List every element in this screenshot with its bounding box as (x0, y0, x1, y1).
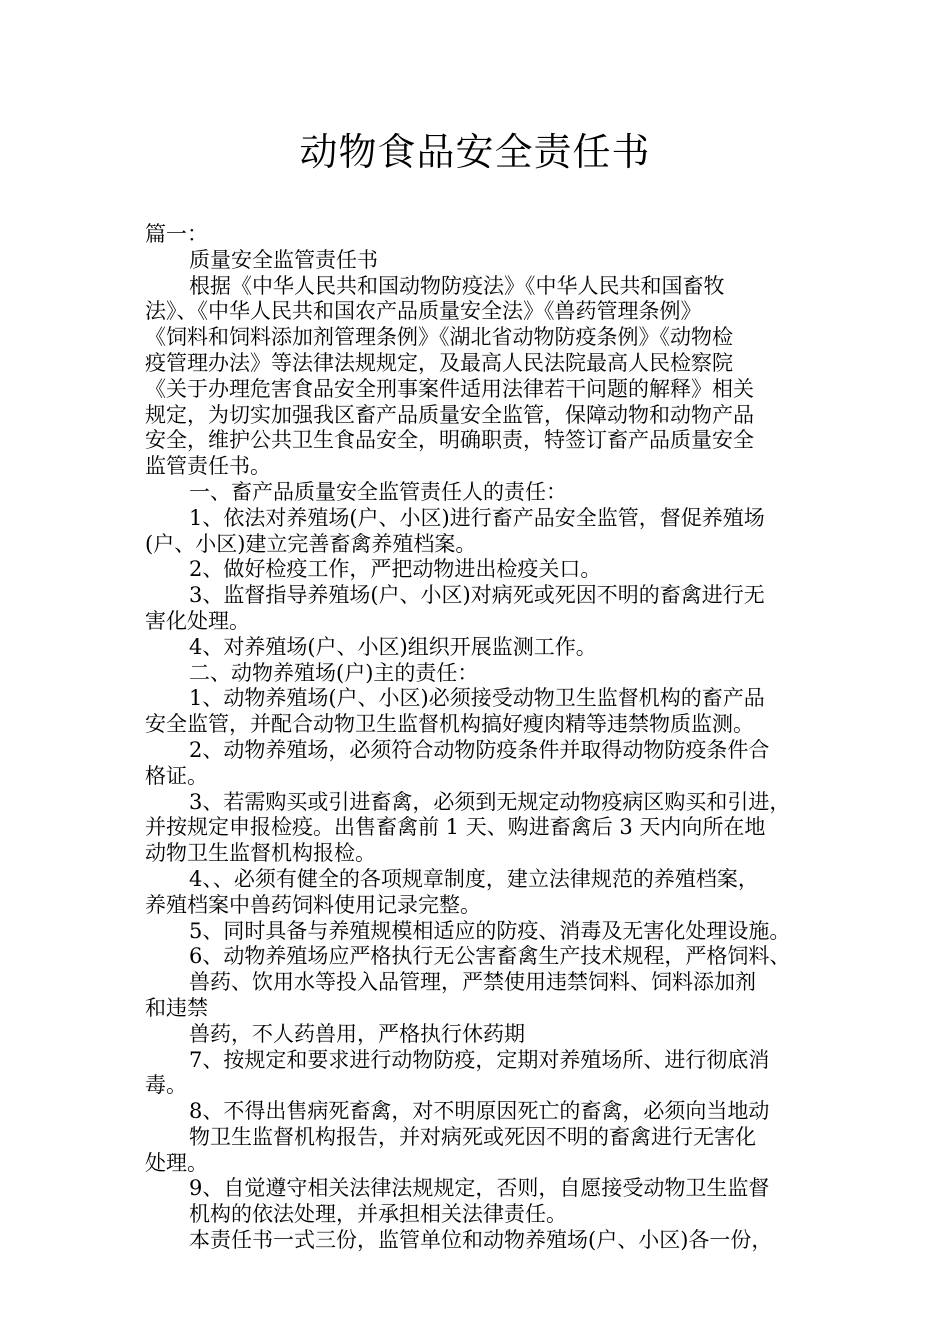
body-line: 格证。 (145, 763, 208, 788)
body-line: (户、小区)建立完善畜禽养殖档案。 (145, 531, 477, 556)
body-line: 处理。 (145, 1150, 208, 1175)
body-line: 根据《中华人民共和国动物防疫法》《中华人民共和国畜牧 (189, 273, 725, 298)
body-line: 害化处理。 (145, 608, 250, 633)
body-line: 篇一： (145, 222, 208, 246)
body-line: 毒。 (145, 1073, 187, 1098)
body-line: 动物卫生监督机构报检。 (145, 841, 376, 866)
body-line: 质量安全监管责任书 (189, 247, 378, 272)
body-line: 《关于办理危害食品安全刑事案件适用法律若干问题的解释》相关 (145, 376, 754, 401)
body-line: 和违禁 (145, 995, 208, 1020)
body-line: 兽药，不人药兽用，严格执行休药期 (189, 1021, 525, 1046)
body-line: 一、畜产品质量安全监管责任人的责任： (189, 479, 567, 504)
body-line: 4、、必须有健全的各项规章制度，建立法律规范的养殖档案， (189, 866, 759, 891)
body-line: 养殖档案中兽药饲料使用记录完整。 (145, 892, 481, 917)
body-line: 3、监督指导养殖场(户、小区)对病死或死因不明的畜禽进行无 (189, 583, 765, 608)
body-line: 法》、《中华人民共和国农产品质量安全法》《兽药管理条例》 (145, 299, 702, 324)
body-line: 3、若需购买或引进畜禽，必须到无规定动物疫病区购买和引进， (189, 789, 791, 814)
body-line: 9、自觉遵守相关法律法规规定，否则，自愿接受动物卫生监督 (189, 1176, 770, 1201)
body-line: 安全监管，并配合动物卫生监督机构搞好瘦肉精等违禁物质监测。 (145, 712, 754, 737)
body-line: 6、动物养殖场应严格执行无公害畜禽生产技术规程，严格饲料、 (189, 944, 791, 969)
body-line: 机构的依法处理，并承担相关法律责任。 (189, 1202, 567, 1227)
body-line: 规定，为切实加强我区畜产品质量安全监管，保障动物和动物产品 (145, 402, 754, 427)
body-line: 兽药、饮用水等投入品管理，严禁使用违禁饲料、饲料添加剂 (189, 970, 756, 995)
body-line: 8、不得出售病死畜禽，对不明原因死亡的畜禽，必须向当地动 (189, 1099, 770, 1124)
body-line: 物卫生监督机构报告，并对病死或死因不明的畜禽进行无害化 (189, 1124, 756, 1149)
body-line: 4、对养殖场(户、小区)组织开展监测工作。 (189, 634, 597, 659)
body-line: 2、做好检疫工作，严把动物进出检疫关口。 (189, 557, 602, 582)
body-line: 监管责任书。 (145, 454, 271, 479)
document-body (145, 222, 820, 1254)
body-line: 1、依法对养殖场(户、小区)进行畜产品安全监管，督促养殖场 (189, 505, 765, 530)
body-line: 《饲料和饲料添加剂管理条例》《湖北省动物防疫条例》《动物检 (145, 325, 733, 350)
body-line: 1、动物养殖场(户、小区)必须接受动物卫生监督机构的畜产品 (189, 686, 765, 711)
body-line: 二、动物养殖场(户)主的责任： (189, 660, 479, 685)
body-line: 2、动物养殖场，必须符合动物防疫条件并取得动物防疫条件合 (189, 737, 770, 762)
body-line: 7、按规定和要求进行动物防疫，定期对养殖场所、进行彻底消 (189, 1047, 770, 1072)
body-line: 并按规定申报检疫。出售畜禽前 1 天、购进畜禽后 3 天内向所在地 (145, 815, 766, 840)
body-line: 疫管理办法》等法律法规规定，及最高人民法院最高人民检察院 (145, 350, 733, 375)
body-line: 本责任书一式三份，监管单位和动物养殖场(户、小区)各一份， (189, 1228, 773, 1253)
document-title: 动物食品安全责任书 (299, 130, 651, 174)
body-line: 5、同时具备与养殖规模相适应的防疫、消毒及无害化处理设施。 (189, 918, 791, 943)
body-line: 安全，维护公共卫生食品安全，明确职责，特签订畜产品质量安全 (145, 428, 754, 453)
